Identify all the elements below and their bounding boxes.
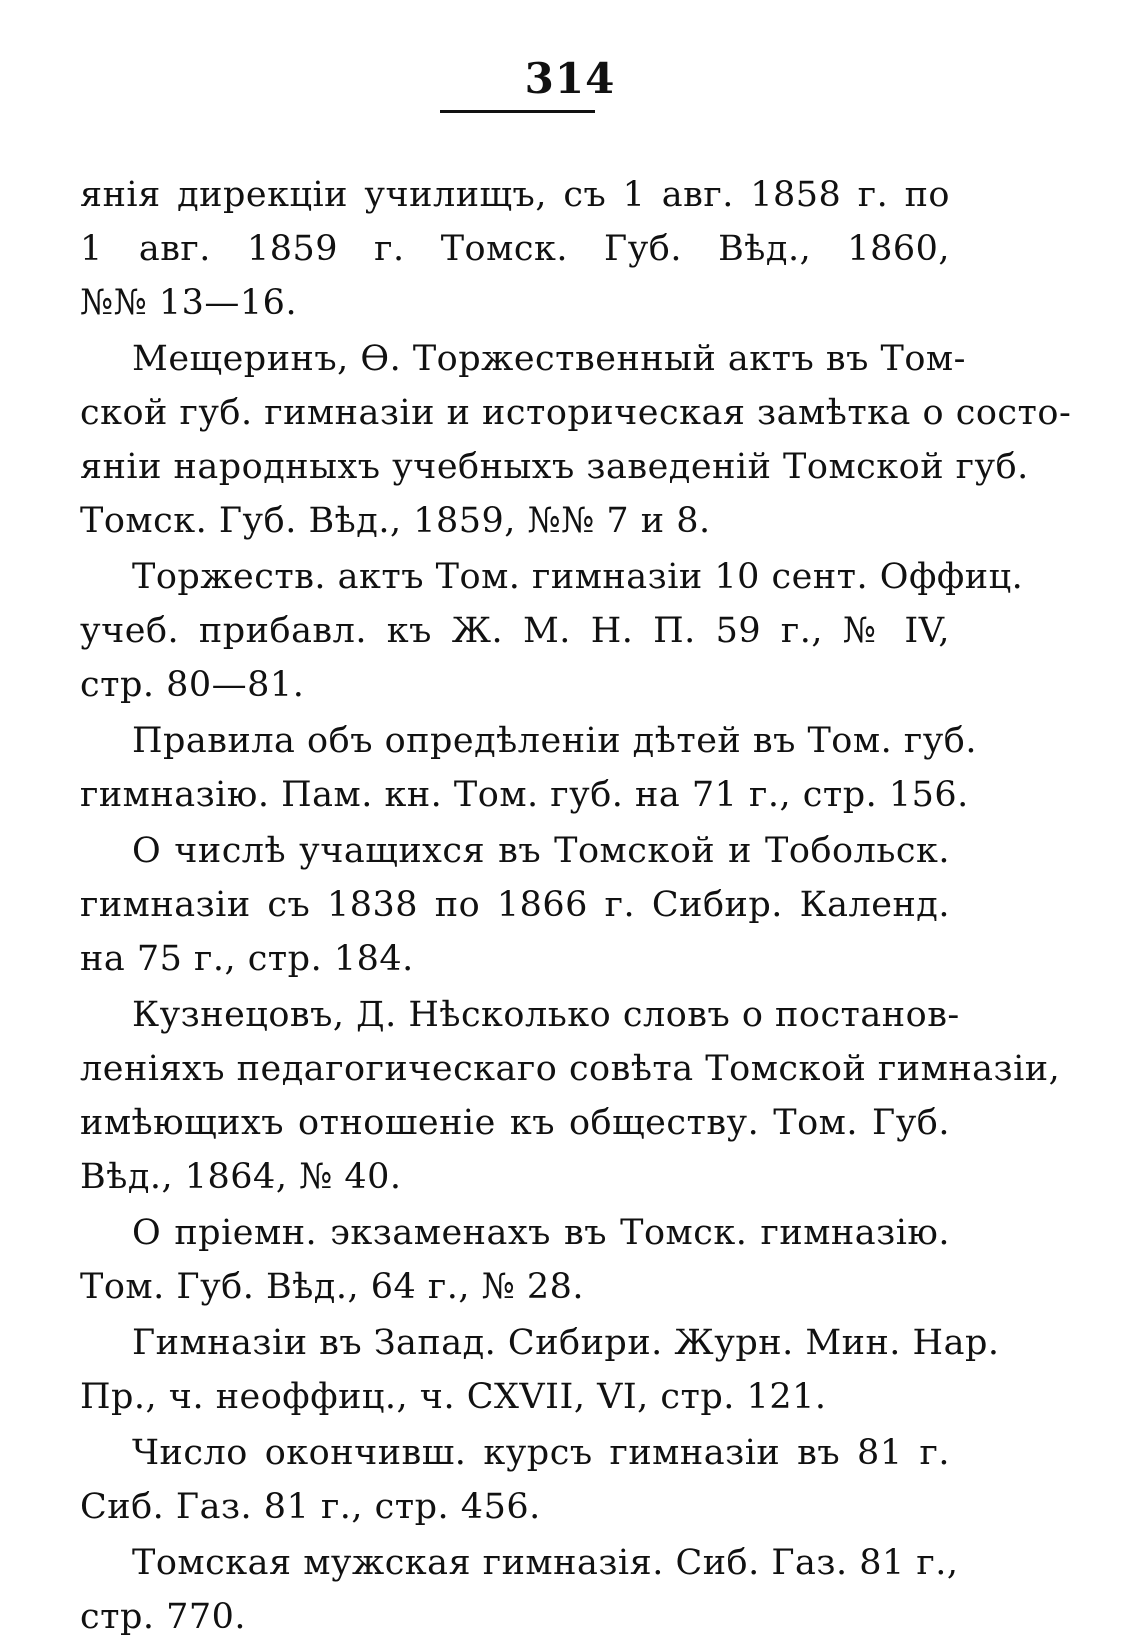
entry-first-line: Мещеринъ, Ѳ. Торжественный актъ въ Том- (132, 339, 966, 379)
page-number: 314 (524, 54, 616, 103)
text-line: Вѣд., 1864, № 40. (80, 1157, 402, 1197)
text-line: ской губ. гимназіи и историческая замѣтка о состо- (80, 393, 1072, 433)
entry-first-line: Гимназіи въ Запад. Сибири. Журн. Мин. Нар. (132, 1323, 1000, 1363)
text-line: гимназіи съ 1838 по 1866 г. Сибир. Календ. (80, 885, 950, 925)
text-line: учеб. прибавл. къ Ж. М. Н. П. 59 г., № IV, (80, 611, 950, 651)
entry-first-line: О пріемн. экзаменахъ въ Томск. гимназію. (132, 1213, 950, 1253)
entry-first-line: О числѣ учащихся въ Томской и Тобольск. (132, 831, 950, 871)
entry-first-line: Торжеств. актъ Том. гимназіи 10 сент. Оффиц. (132, 557, 1024, 597)
text-line: имѣющихъ отношеніе къ обществу. Том. Губ. (80, 1103, 950, 1143)
entry-first-line: Томская мужская гимназія. Сиб. Газ. 81 г., (132, 1543, 959, 1583)
text-line: леніяхъ педагогическаго совѣта Томской гимназіи, (80, 1049, 1061, 1089)
page-number-rule (440, 110, 595, 113)
text-line: яніи народныхъ учебныхъ заведеній Томской губ. (80, 447, 1029, 487)
text-line: янія дирекціи училищъ, съ 1 авг. 1858 г. по (80, 175, 950, 215)
entry-first-line: Число окончивш. курсъ гимназіи въ 81 г. (132, 1433, 950, 1473)
text-line: гимназію. Пам. кн. Том. губ. на 71 г., стр. 156. (80, 775, 969, 815)
entry-first-line: Правила объ опредѣленіи дѣтей въ Том. губ. (132, 721, 977, 761)
text-line: Пр., ч. неоффиц., ч. CXVII, VI, стр. 121. (80, 1377, 827, 1417)
text-line: стр. 770. (80, 1597, 247, 1637)
text-line: 1 авг. 1859 г. Томск. Губ. Вѣд., 1860, (80, 229, 950, 269)
text-line: №№ 13—16. (80, 283, 298, 323)
text-line: на 75 г., стр. 184. (80, 939, 414, 979)
text-line: стр. 80—81. (80, 665, 305, 705)
text-line: Томск. Губ. Вѣд., 1859, №№ 7 и 8. (80, 501, 711, 541)
entry-first-line: Кузнецовъ, Д. Нѣсколько словъ о постанов- (132, 995, 960, 1035)
text-line: Сиб. Газ. 81 г., стр. 456. (80, 1487, 541, 1527)
text-line: Том. Губ. Вѣд., 64 г., № 28. (80, 1267, 585, 1307)
page-text (80, 168, 1072, 1644)
